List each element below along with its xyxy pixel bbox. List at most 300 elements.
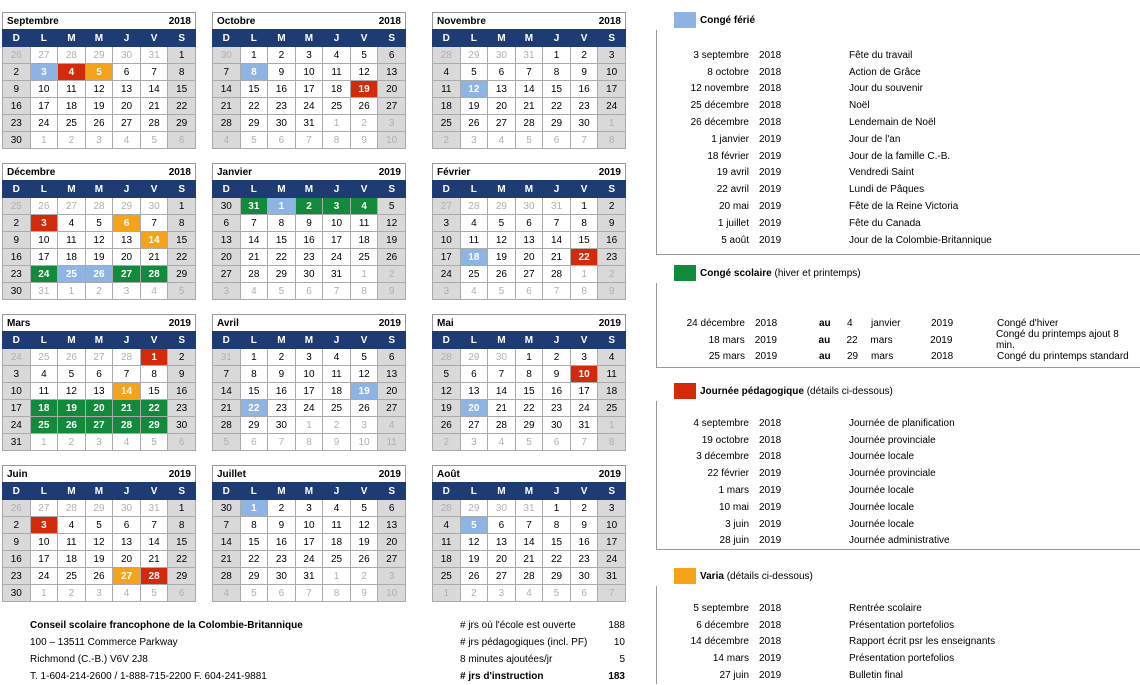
day-cell: 15 <box>543 534 571 551</box>
weekday-header: S <box>378 30 406 47</box>
month-mai <box>432 314 626 451</box>
day-cell: 23 <box>3 115 31 132</box>
weekday-header: V <box>140 332 168 349</box>
day-cell: 20 <box>378 383 406 400</box>
day-cell: 25 <box>433 115 461 132</box>
day-statistics <box>460 617 625 685</box>
legend-to-month: mars <box>871 351 894 363</box>
stat-row <box>460 668 625 685</box>
legend-date: 6 décembre <box>696 619 749 631</box>
day-cell: 24 <box>295 551 323 568</box>
weekday-header: J <box>113 30 141 47</box>
day-cell: 4 <box>140 283 168 300</box>
legend-date: 3 décembre <box>696 451 749 463</box>
scolaire-swatch <box>674 265 696 281</box>
week-row <box>213 517 406 534</box>
day-cell: 18 <box>58 98 86 115</box>
legend-date: 12 novembre <box>690 83 749 95</box>
day-cell: 7 <box>515 517 543 534</box>
day-cell: 12 <box>350 366 378 383</box>
day-cell: 26 <box>85 115 113 132</box>
day-cell: 18 <box>433 551 461 568</box>
day-cell: 25 <box>30 417 58 434</box>
day-cell: 6 <box>460 366 488 383</box>
legend-row <box>657 617 1140 634</box>
week-row <box>433 568 626 585</box>
stat-label: # jrs pédagogiques (incl. PF) <box>460 637 588 648</box>
weekday-header: V <box>570 483 598 500</box>
legend-year: 2019 <box>759 234 782 246</box>
day-cell: 19 <box>460 551 488 568</box>
day-cell: 17 <box>295 383 323 400</box>
day-cell: 27 <box>433 198 461 215</box>
weekday-header: M <box>295 30 323 47</box>
day-cell: 6 <box>570 585 598 602</box>
day-cell: 1 <box>433 585 461 602</box>
weekday-header: V <box>350 332 378 349</box>
phone-fax: T. 1-604-214-2600 / 1-888-715-2200 F. 604-241-9881 <box>30 671 267 682</box>
week-row <box>213 266 406 283</box>
day-cell: 24 <box>3 349 31 366</box>
week-row <box>433 517 626 534</box>
legend-row <box>657 449 1140 466</box>
legend-ferie-title: Congé férié <box>700 14 756 26</box>
legend-from-date: 18 mars <box>708 334 745 346</box>
week-row <box>213 534 406 551</box>
pedagogique-list <box>656 401 1140 550</box>
day-cell: 22 <box>240 551 268 568</box>
day-cell: 29 <box>85 47 113 64</box>
legend-description: Jour de la famille C.-B. <box>849 150 951 162</box>
legend-from-date: 25 mars <box>708 351 745 363</box>
legend-date: 1 juillet <box>717 217 749 229</box>
day-cell: 2 <box>3 215 31 232</box>
legend-description: Lendemain de Noël <box>849 117 936 129</box>
month-header <box>2 12 196 29</box>
day-cell: 9 <box>268 517 296 534</box>
day-cell: 1 <box>30 434 58 451</box>
day-cell: 5 <box>433 366 461 383</box>
day-cell: 17 <box>3 400 31 417</box>
day-cell: 3 <box>3 366 31 383</box>
day-cell: 24 <box>295 400 323 417</box>
day-cell: 12 <box>58 383 86 400</box>
day-cell: 9 <box>168 366 196 383</box>
weekday-header: S <box>598 181 626 198</box>
day-cell: 19 <box>85 98 113 115</box>
week-row <box>3 266 196 283</box>
day-cell: 7 <box>268 434 296 451</box>
weekday-header: J <box>543 30 571 47</box>
legend-row <box>657 232 1140 249</box>
month-year: 2019 <box>598 468 621 480</box>
day-cell: 2 <box>598 266 626 283</box>
day-cell: 7 <box>570 132 598 149</box>
day-cell: 9 <box>598 283 626 300</box>
day-cell: 3 <box>433 283 461 300</box>
day-cell: 5 <box>488 215 516 232</box>
legend-description: Congé du printemps ajout 8 min. <box>995 329 1119 352</box>
stat-value: 188 <box>608 620 625 631</box>
weekday-header: J <box>543 332 571 349</box>
day-cell: 3 <box>378 568 406 585</box>
weekday-header: D <box>213 332 241 349</box>
month-year: 2019 <box>168 317 191 329</box>
week-row <box>213 98 406 115</box>
week-row <box>433 349 626 366</box>
week-row <box>213 400 406 417</box>
month-name: Juin <box>7 468 28 480</box>
day-cell: 30 <box>268 115 296 132</box>
week-row <box>433 232 626 249</box>
month-septembre <box>2 12 196 149</box>
day-cell: 20 <box>113 98 141 115</box>
legend-to-month: janvier <box>871 317 901 329</box>
day-cell: 28 <box>140 266 168 283</box>
day-cell: 22 <box>140 400 168 417</box>
day-cell: 30 <box>168 417 196 434</box>
day-cell: 20 <box>113 551 141 568</box>
day-cell: 4 <box>515 585 543 602</box>
day-cell: 18 <box>460 249 488 266</box>
day-cell: 17 <box>323 232 351 249</box>
day-cell: 10 <box>30 232 58 249</box>
day-cell: 30 <box>570 568 598 585</box>
legend-year: 2019 <box>759 485 782 497</box>
day-cell: 2 <box>570 47 598 64</box>
day-cell: 18 <box>433 98 461 115</box>
legend-date: 25 décembre <box>690 100 749 112</box>
month-name: Août <box>437 468 460 480</box>
week-row <box>3 383 196 400</box>
day-cell: 28 <box>58 47 86 64</box>
day-cell: 19 <box>85 249 113 266</box>
legend-date: 3 juin <box>725 518 749 530</box>
weekday-header: D <box>213 30 241 47</box>
day-cell: 12 <box>85 232 113 249</box>
day-cell: 16 <box>268 534 296 551</box>
day-cell: 27 <box>488 568 516 585</box>
day-cell: 13 <box>488 81 516 98</box>
weekday-header: M <box>515 483 543 500</box>
day-cell: 3 <box>598 47 626 64</box>
week-row <box>3 81 196 98</box>
day-cell: 8 <box>240 366 268 383</box>
day-cell: 16 <box>268 81 296 98</box>
day-cell: 16 <box>570 534 598 551</box>
day-cell: 21 <box>515 551 543 568</box>
day-cell: 4 <box>598 349 626 366</box>
week-row <box>213 81 406 98</box>
day-cell: 6 <box>488 64 516 81</box>
weekday-header: M <box>268 30 296 47</box>
legend-date: 1 mars <box>718 485 749 497</box>
day-cell: 26 <box>3 47 31 64</box>
day-cell: 6 <box>268 132 296 149</box>
day-cell: 3 <box>598 500 626 517</box>
day-cell: 21 <box>140 98 168 115</box>
day-cell: 4 <box>323 349 351 366</box>
legend-description: Journée provinciale <box>849 468 936 480</box>
weekday-header: V <box>140 181 168 198</box>
day-cell: 30 <box>295 266 323 283</box>
day-cell: 8 <box>168 64 196 81</box>
legend-date: 3 septembre <box>693 49 749 61</box>
week-row <box>213 434 406 451</box>
legend-year: 2019 <box>759 184 782 196</box>
month-calendar-table <box>432 29 626 149</box>
legend-row <box>657 97 1140 114</box>
day-cell: 10 <box>598 517 626 534</box>
day-cell: 29 <box>113 198 141 215</box>
stat-label: # jrs d'instruction <box>460 671 544 682</box>
day-cell: 6 <box>378 500 406 517</box>
week-row <box>3 366 196 383</box>
day-cell: 14 <box>213 534 241 551</box>
day-cell: 9 <box>570 64 598 81</box>
day-cell: 25 <box>433 568 461 585</box>
day-cell: 29 <box>240 115 268 132</box>
weekday-header: M <box>58 332 86 349</box>
legend-description: Jour de la Colombie-Britannique <box>849 234 992 246</box>
day-cell: 17 <box>433 249 461 266</box>
address-line-1: 100 – 13511 Commerce Parkway <box>30 637 178 648</box>
day-cell: 4 <box>58 64 86 81</box>
day-cell: 15 <box>515 383 543 400</box>
day-cell: 25 <box>323 400 351 417</box>
week-row <box>433 132 626 149</box>
day-cell: 31 <box>30 283 58 300</box>
day-cell: 4 <box>460 215 488 232</box>
day-cell: 23 <box>268 98 296 115</box>
day-cell: 5 <box>213 434 241 451</box>
weekday-header: J <box>323 30 351 47</box>
day-cell: 28 <box>240 266 268 283</box>
week-row <box>3 500 196 517</box>
legend-year: 2019 <box>759 468 782 480</box>
day-cell: 26 <box>350 551 378 568</box>
legend-date: 1 janvier <box>711 133 749 145</box>
legend-year: 2019 <box>759 535 782 547</box>
day-cell: 7 <box>598 585 626 602</box>
day-cell: 5 <box>460 64 488 81</box>
weekday-header: V <box>570 181 598 198</box>
day-cell: 3 <box>323 198 351 215</box>
day-cell: 9 <box>543 366 571 383</box>
day-cell: 2 <box>85 283 113 300</box>
day-cell: 18 <box>323 383 351 400</box>
weekday-header: V <box>350 30 378 47</box>
day-cell: 6 <box>168 585 196 602</box>
day-cell: 5 <box>85 215 113 232</box>
month-juillet <box>212 465 406 602</box>
day-cell: 31 <box>570 417 598 434</box>
day-cell: 6 <box>378 47 406 64</box>
day-cell: 8 <box>295 434 323 451</box>
legend-description: Congé du printemps standard <box>997 351 1129 363</box>
day-cell: 2 <box>58 434 86 451</box>
weekday-header: M <box>295 332 323 349</box>
day-cell: 31 <box>240 198 268 215</box>
day-cell: 3 <box>30 215 58 232</box>
week-row <box>433 434 626 451</box>
day-cell: 11 <box>323 64 351 81</box>
legend-description: Rapport écrit psr les enseignants <box>849 636 996 648</box>
weekday-header: M <box>515 30 543 47</box>
day-cell: 20 <box>378 81 406 98</box>
day-cell: 29 <box>168 115 196 132</box>
weekday-header: J <box>543 483 571 500</box>
day-cell: 27 <box>30 500 58 517</box>
day-cell: 3 <box>85 585 113 602</box>
week-row <box>213 383 406 400</box>
day-cell: 6 <box>295 283 323 300</box>
day-cell: 24 <box>433 266 461 283</box>
month-year: 2019 <box>378 468 401 480</box>
day-cell: 23 <box>3 266 31 283</box>
month-year: 2019 <box>378 166 401 178</box>
weekday-header: L <box>460 332 488 349</box>
day-cell: 7 <box>323 283 351 300</box>
ferie-swatch <box>674 12 696 28</box>
week-row <box>433 366 626 383</box>
week-row <box>3 249 196 266</box>
day-cell: 3 <box>30 64 58 81</box>
week-row <box>213 283 406 300</box>
day-cell: 5 <box>240 585 268 602</box>
day-cell: 13 <box>378 366 406 383</box>
day-cell: 26 <box>85 266 113 283</box>
day-cell: 2 <box>598 198 626 215</box>
day-cell: 1 <box>240 500 268 517</box>
day-cell: 12 <box>85 534 113 551</box>
day-cell: 11 <box>323 366 351 383</box>
day-cell: 3 <box>570 349 598 366</box>
day-cell: 27 <box>515 266 543 283</box>
month-header <box>2 163 196 180</box>
day-cell: 27 <box>488 115 516 132</box>
day-cell: 3 <box>460 132 488 149</box>
legend-description: Journée locale <box>849 518 915 530</box>
legend-date: 22 février <box>707 468 749 480</box>
weekday-header: M <box>295 181 323 198</box>
stat-value: 183 <box>608 671 625 682</box>
day-cell: 30 <box>213 47 241 64</box>
week-row <box>213 198 406 215</box>
legend-description: Présentation portefolios <box>849 619 955 631</box>
day-cell: 16 <box>570 81 598 98</box>
day-cell: 26 <box>350 98 378 115</box>
day-cell: 9 <box>3 534 31 551</box>
day-cell: 16 <box>295 232 323 249</box>
week-row <box>213 115 406 132</box>
day-cell: 3 <box>113 283 141 300</box>
day-cell: 1 <box>168 198 196 215</box>
weekday-header: J <box>323 181 351 198</box>
weekday-header: S <box>168 30 196 47</box>
week-row <box>3 283 196 300</box>
month-février <box>432 163 626 300</box>
legend-to-year: 2019 <box>931 317 954 329</box>
month-calendar-table <box>2 331 196 451</box>
day-cell: 10 <box>323 215 351 232</box>
day-cell: 1 <box>515 349 543 366</box>
legend-to-year: 2019 <box>930 334 953 346</box>
day-cell: 20 <box>85 400 113 417</box>
day-cell: 11 <box>58 81 86 98</box>
day-cell: 10 <box>30 81 58 98</box>
day-cell: 12 <box>488 232 516 249</box>
day-cell: 19 <box>433 400 461 417</box>
month-header <box>432 465 626 482</box>
day-cell: 5 <box>268 283 296 300</box>
day-cell: 23 <box>295 249 323 266</box>
day-cell: 22 <box>570 249 598 266</box>
weekday-header: D <box>433 30 461 47</box>
day-cell: 16 <box>543 383 571 400</box>
legend-year: 2018 <box>759 602 782 614</box>
day-cell: 6 <box>515 283 543 300</box>
day-cell: 6 <box>240 434 268 451</box>
day-cell: 29 <box>543 115 571 132</box>
day-cell: 2 <box>460 585 488 602</box>
weekday-header: S <box>598 483 626 500</box>
month-header <box>432 314 626 331</box>
day-cell: 6 <box>213 215 241 232</box>
month-year: 2018 <box>378 15 401 27</box>
month-year: 2019 <box>378 317 401 329</box>
week-row <box>213 232 406 249</box>
day-cell: 6 <box>113 215 141 232</box>
legend-varia-subtitle: (détails ci-dessous) <box>726 570 813 582</box>
day-cell: 1 <box>570 266 598 283</box>
day-cell: 22 <box>268 249 296 266</box>
day-cell: 29 <box>460 47 488 64</box>
week-row <box>3 534 196 551</box>
weekday-header: L <box>460 30 488 47</box>
day-cell: 8 <box>140 366 168 383</box>
weekday-header: L <box>460 483 488 500</box>
day-cell: 30 <box>213 500 241 517</box>
day-cell: 5 <box>85 517 113 534</box>
day-cell: 5 <box>350 500 378 517</box>
day-cell: 2 <box>350 568 378 585</box>
day-cell: 15 <box>240 534 268 551</box>
day-cell: 23 <box>543 400 571 417</box>
weekday-header: V <box>350 181 378 198</box>
week-row <box>433 47 626 64</box>
day-cell: 10 <box>3 383 31 400</box>
day-cell: 20 <box>515 249 543 266</box>
day-cell: 26 <box>488 266 516 283</box>
week-row <box>433 115 626 132</box>
day-cell: 22 <box>168 249 196 266</box>
day-cell: 9 <box>598 215 626 232</box>
day-cell: 1 <box>140 349 168 366</box>
month-novembre <box>432 12 626 149</box>
weekday-header: J <box>323 483 351 500</box>
day-cell: 14 <box>543 232 571 249</box>
weekday-header: L <box>240 181 268 198</box>
day-cell: 25 <box>3 198 31 215</box>
week-row <box>433 383 626 400</box>
day-cell: 5 <box>240 132 268 149</box>
day-cell: 2 <box>570 500 598 517</box>
day-cell: 5 <box>140 132 168 149</box>
day-cell: 30 <box>488 500 516 517</box>
day-cell: 2 <box>323 417 351 434</box>
weekday-header: M <box>515 181 543 198</box>
